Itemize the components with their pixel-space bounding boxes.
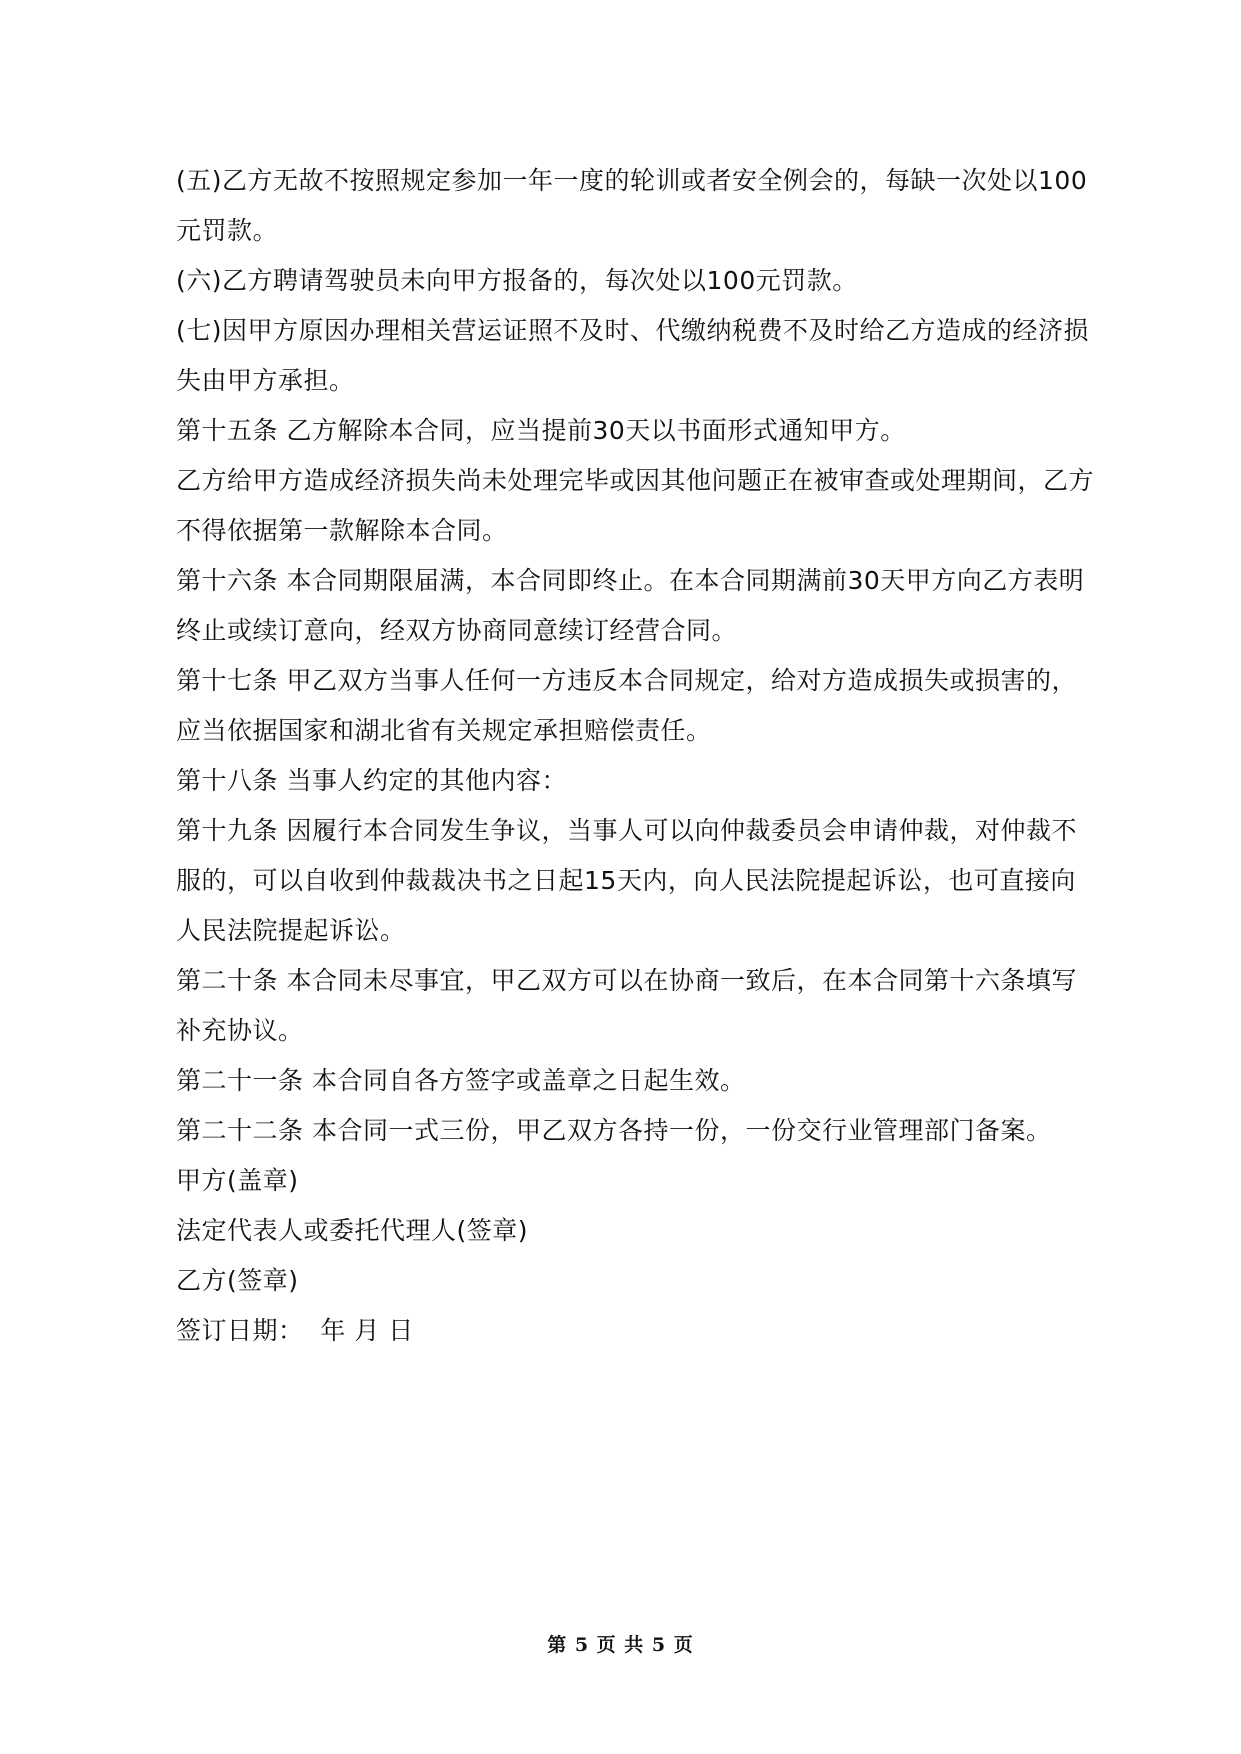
signature-party-b: 乙方(签章) [176,1266,299,1295]
page-number-footer: 第 5 页 共 5 页 [547,1634,694,1656]
paragraph-article-15: 第十五条 乙方解除本合同，应当提前30天以书面形式通知甲方。 [176,416,906,445]
document-body [176,156,1096,1356]
signature-party-a: 甲方(盖章) [176,1166,299,1195]
paragraph-article-17: 第十七条 甲乙双方当事人任何一方违反本合同规定，给对方造成损失或损害的，应当依据国家和湖北省有关规定承担赔偿责任。 [176,666,1077,745]
paragraph-article-21: 第二十一条 本合同自各方签字或盖章之日起生效。 [176,1066,746,1095]
paragraph-article-22: 第二十二条 本合同一式三份，甲乙双方各持一份，一份交行业管理部门备案。 [176,1116,1052,1145]
paragraph-article-16: 第十六条 本合同期限届满，本合同即终止。在本合同期满前30天甲方向乙方表明终止或续订意向，经双方协商同意续订经营合同。 [176,566,1085,645]
paragraph-article-18: 第十八条 当事人约定的其他内容： [176,766,567,795]
paragraph-penalty-7: (七)因甲方原因办理相关营运证照不及时、代缴纳税费不及时给乙方造成的经济损失由甲方承担。 [176,316,1090,395]
paragraph-penalty-5: (五)乙方无故不按照规定参加一年一度的轮训或者安全例会的，每缺一次处以100元罚款。 [176,166,1088,245]
paragraph-article-15-clause: 乙方给甲方造成经济损失尚未处理完毕或因其他问题正在被审查或处理期间，乙方不得依据第一款解除本合同。 [176,466,1095,545]
paragraph-article-19: 第十九条 因履行本合同发生争议，当事人可以向仲裁委员会申请仲裁，对仲裁不服的，可以自收到仲裁裁决书之日起15天内，向人民法院提起诉讼，也可直接向人民法院提起诉讼。 [176,816,1077,945]
signature-date: 签订日期： 年 月 日 [176,1316,414,1345]
signature-representative: 法定代表人或委托代理人(签章) [176,1216,529,1245]
paragraph-penalty-6: (六)乙方聘请驾驶员未向甲方报备的，每次处以100元罚款。 [176,266,858,295]
paragraph-article-20: 第二十条 本合同未尽事宜，甲乙双方可以在协商一致后，在本合同第十六条填写补充协议。 [176,966,1077,1045]
